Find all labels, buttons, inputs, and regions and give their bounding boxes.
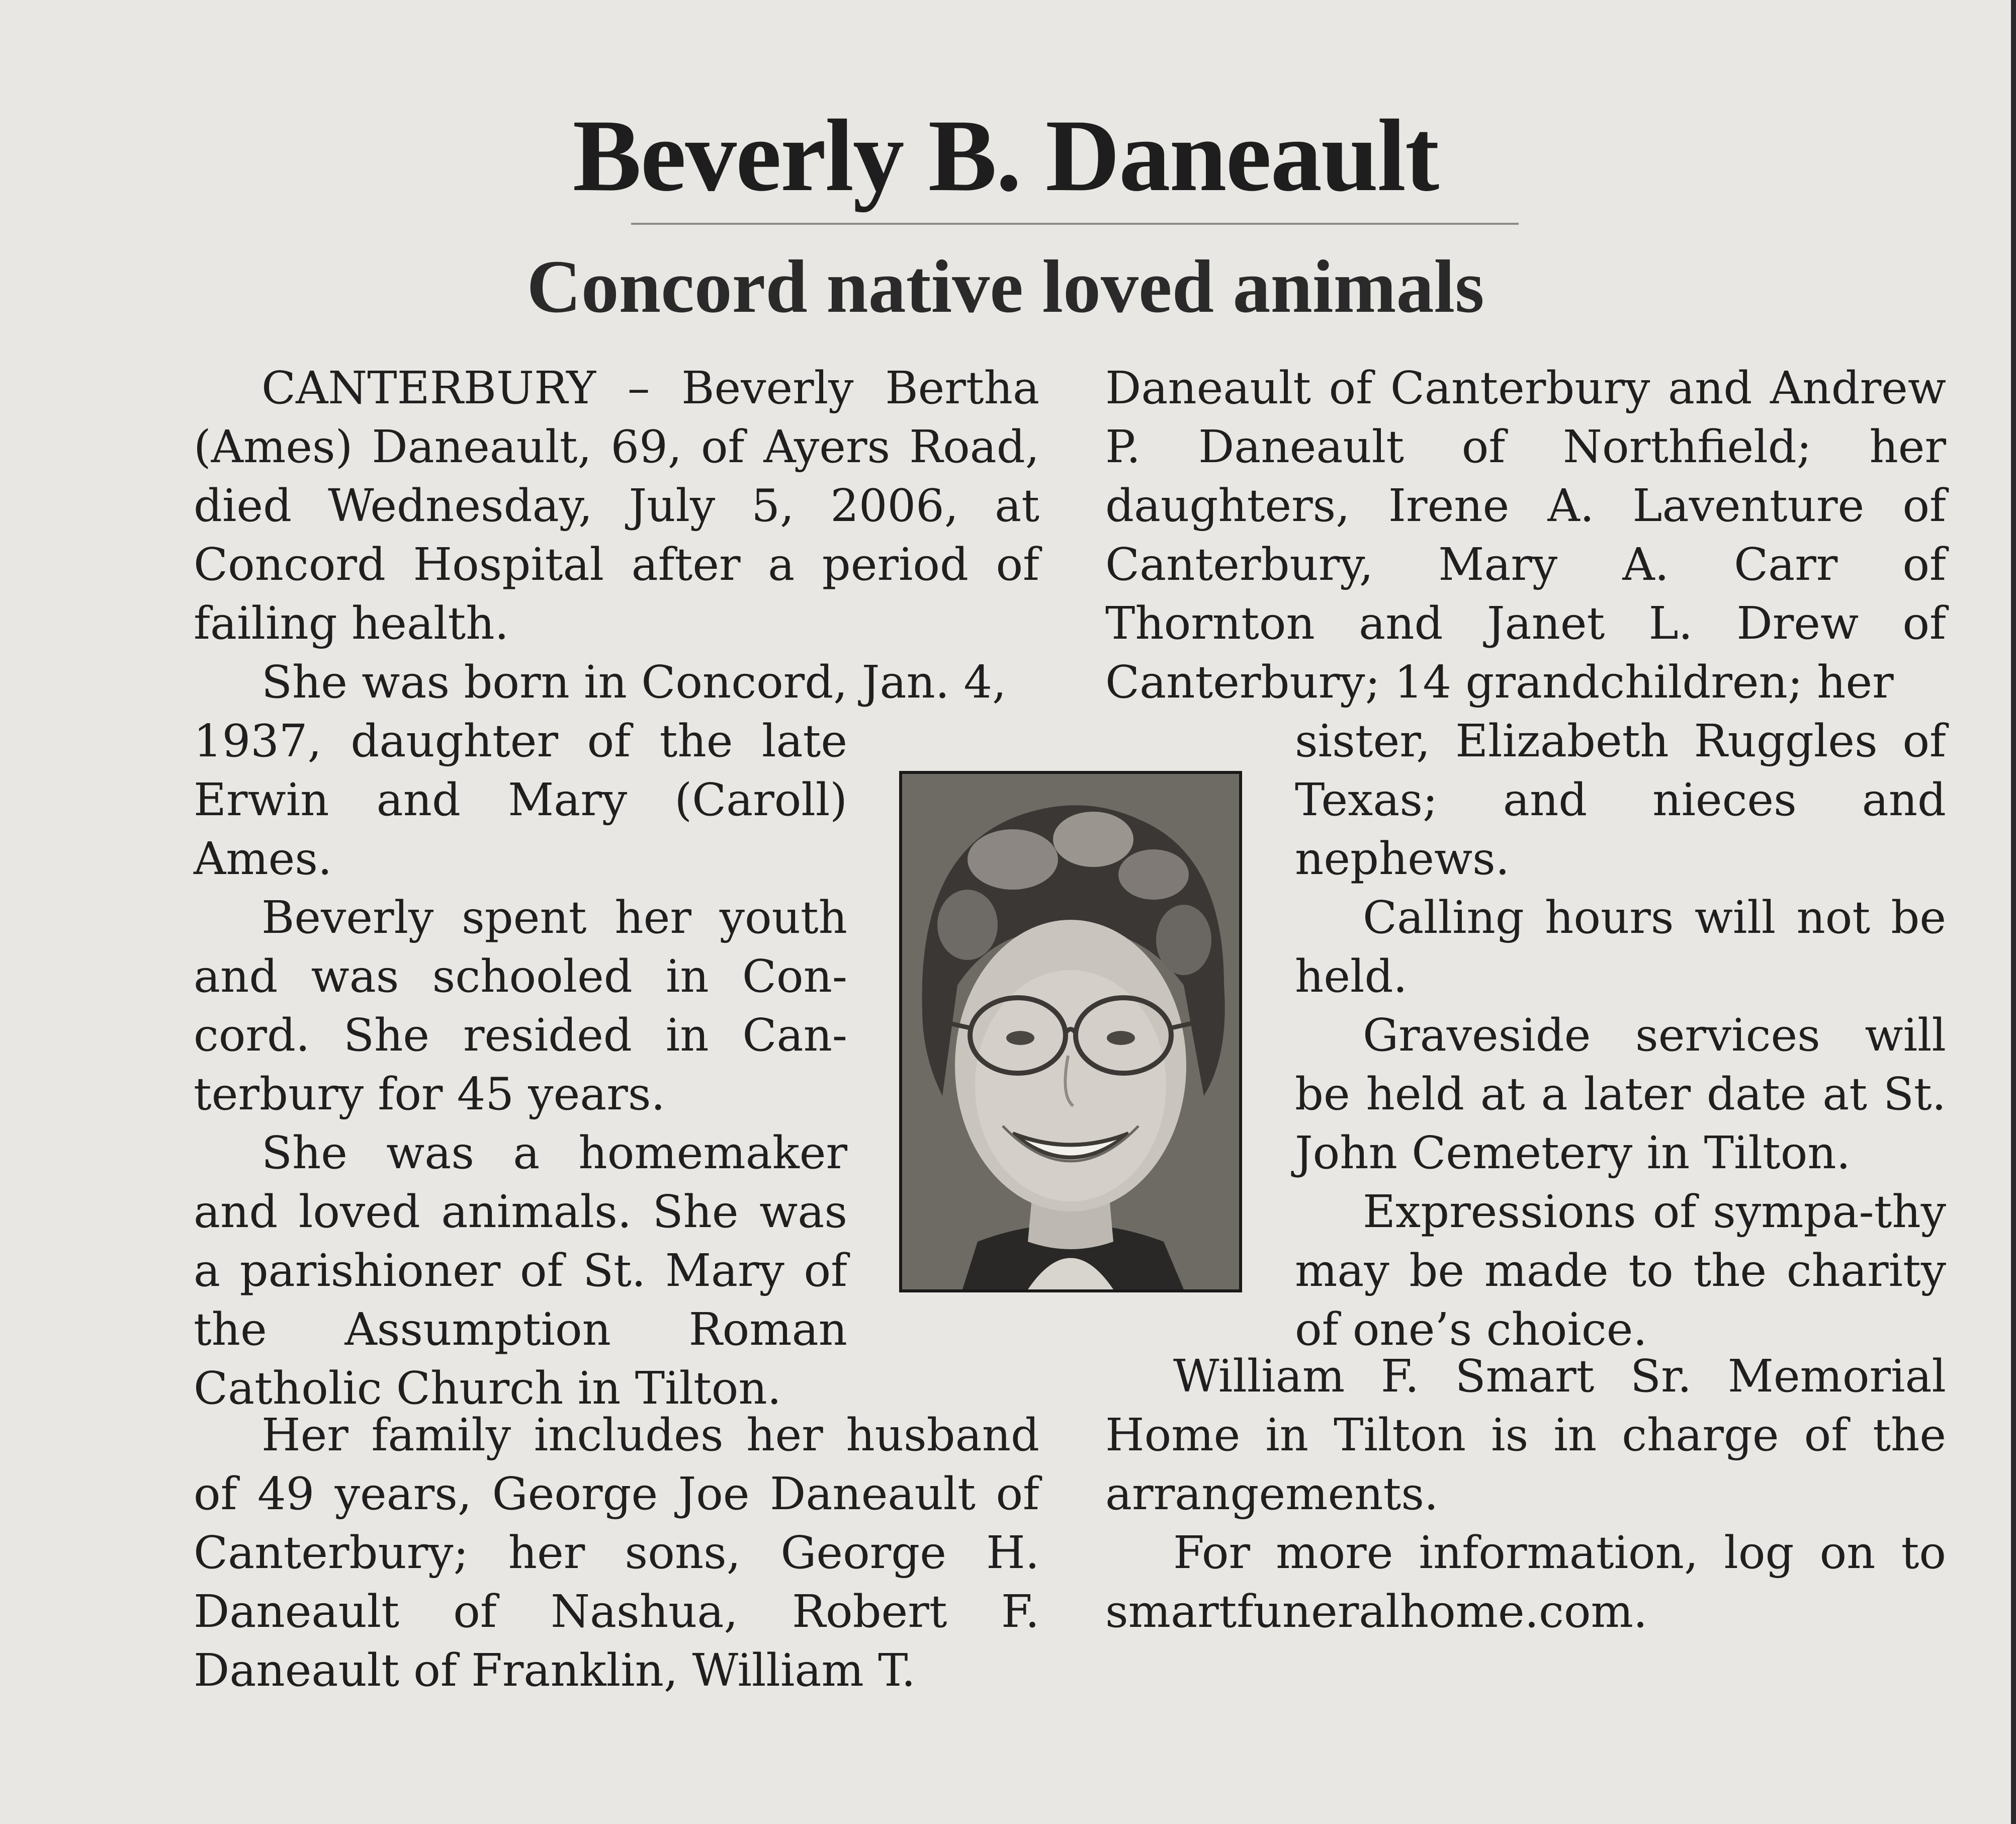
right-column-wrap	[1295, 712, 1946, 1359]
headline: Beverly B. Daneault	[572, 99, 1439, 213]
portrait-photo	[899, 771, 1242, 1292]
paragraph-sympathy: Expressions of sympa-thy may be made to the charity of one’s choice.	[1295, 1185, 1946, 1355]
headline-rule	[631, 223, 1519, 225]
paragraph-homemaker: She was a homemaker and loved animals. She was a parishioner of St. Mary of the Assumption Roman Catholic Church in Tilton.	[194, 1126, 847, 1414]
subheadline: Concord native loved animals	[527, 245, 1484, 328]
right-column-bottom	[1105, 1347, 1946, 1641]
left-column-wrap	[194, 712, 847, 1418]
left-column-bottom	[194, 1406, 1039, 1700]
right-column-top	[1105, 359, 1946, 712]
portrait-drawing	[902, 774, 1239, 1289]
paragraph-family: Her family includes her husband of 49 years, George Joe Daneault of Canterbury; her sons, George H. Daneault of Nashua, Robert F. Daneault of Franklin, William T.	[194, 1409, 1039, 1696]
paragraph-birth-continued: 1937, daughter of the late Erwin and Mary (Caroll) Ames.	[194, 715, 847, 885]
paragraph-birth-start: She was born in Concord, Jan. 4,	[261, 656, 1007, 708]
paragraph-graveside: Graveside services will be held at a later date at St. John Cemetery in Tilton.	[1295, 1009, 1946, 1179]
left-column-top	[194, 359, 1039, 712]
paragraph-dateline: CANTERBURY – Beverly Bertha (Ames) Daneault, 69, of Ayers Road, died Wednesday, July 5, 2006, at Concord Hospital after a period of failing health.	[194, 362, 1039, 649]
paragraph-family-continued: Daneault of Canterbury and Andrew P. Daneault of Northfield; her daughters, Irene A. Laventure of Canterbury, Mary A. Carr of Thornton and Janet L. Drew of Canterbury; 14 grandchildren; her	[1105, 362, 1946, 708]
paragraph-calling-hours: Calling hours will not be held.	[1295, 891, 1946, 1002]
paragraph-arrangements: William F. Smart Sr. Memorial Home in Tilton is in charge of the arrangements.	[1105, 1350, 1946, 1520]
paragraph-more-info: For more information, log on to smartfuneralhome.com.	[1105, 1526, 1946, 1637]
paragraph-youth: Beverly spent her youth and was schooled in Con-cord. She resided in Can-terbury for 45 years.	[194, 891, 847, 1120]
paragraph-family-end: sister, Elizabeth Ruggles of Texas; and nieces and nephews.	[1295, 715, 1946, 885]
